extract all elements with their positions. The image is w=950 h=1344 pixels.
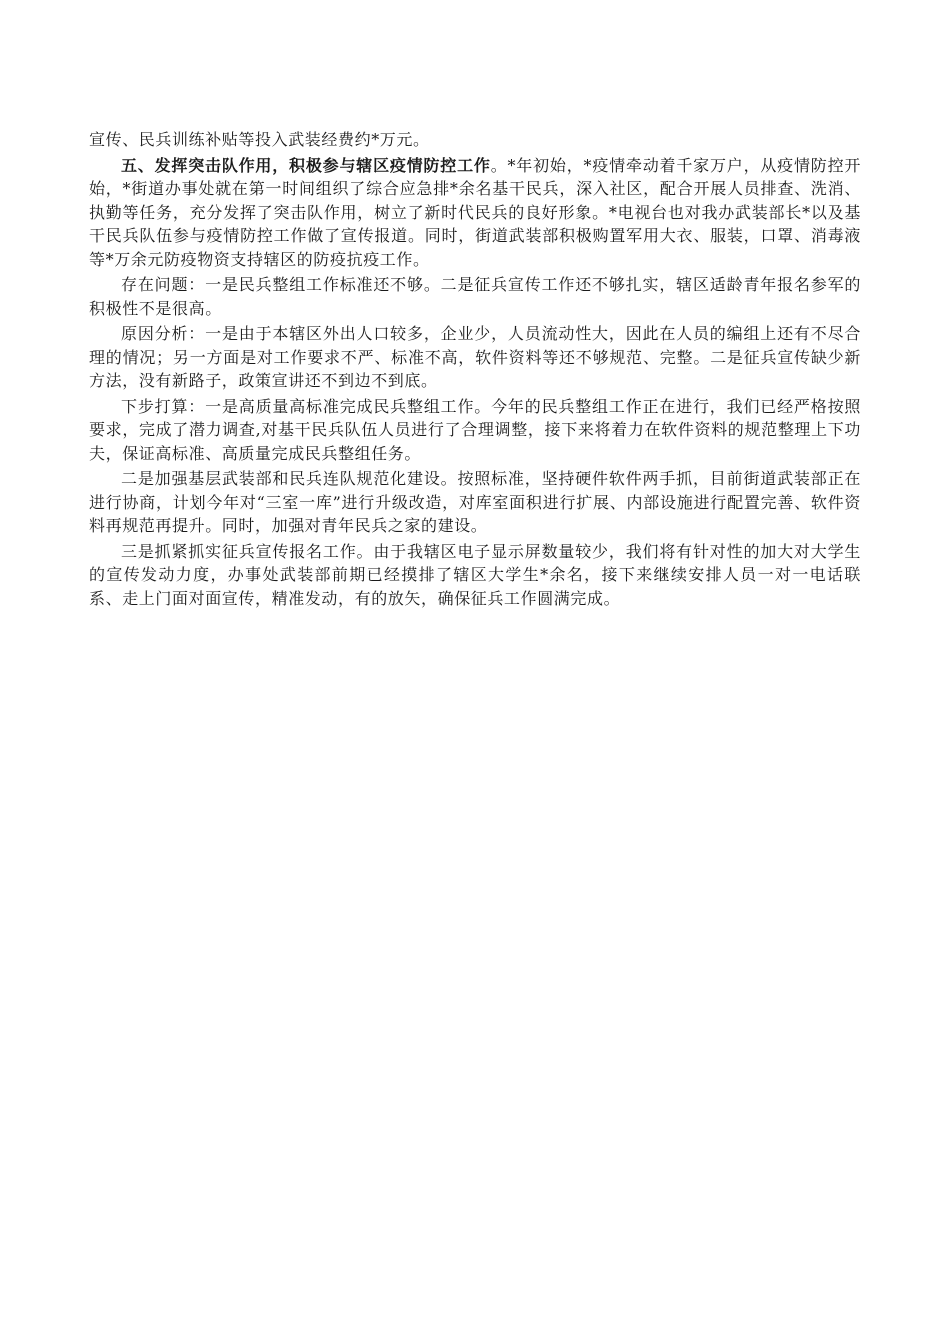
paragraph-causes: 原因分析：一是由于本辖区外出人口较多，企业少，人员流动性大，因此在人员的编组上还有不尽合理的情况；另一方面是对工作要求不严、标准不高，软件资料等还不够规范、完整。二是征兵宣传缺少新方法，没有新路子，政策宣讲还不到边不到底。 bbox=[89, 324, 861, 390]
section-body-text: 。*年初始，*疫情牵动着千家万户，从疫情防控开始，*街道办事处就在第一时间组织了综合应急排*余名基干民兵，深入社区，配合开展人员排查、洗消、执勤等任务，充分发挥了突击队作用，树立了新时代民兵的良好形象。*电视台也对我办武装部长*以及基干民兵队伍参与疫情防控工作做了宣传报道。同时，街道武装部积极购置军用大衣、服装，口罩、消毒液等*万余元防疫物资支持辖区的防疫抗疫工作。 bbox=[89, 155, 861, 269]
document-body bbox=[89, 128, 861, 612]
paragraph-plan-3: 三是抓紧抓实征兵宣传报名工作。由于我辖区电子显示屏数量较少，我们将有针对性的加大对大学生的宣传发动力度，办事处武装部前期已经摸排了辖区大学生*余名，接下来继续安排人员一对一电话联系、走上门面对面宣传，精准发动，有的放矢，确保征兵工作圆满完成。 bbox=[89, 541, 861, 608]
paragraph-section-5 bbox=[89, 154, 861, 272]
paragraph-continuation: 宣传、民兵训练补贴等投入武装经费约*万元。 bbox=[89, 130, 430, 149]
paragraph-plan-1: 下步打算：一是高质量高标准完成民兵整组工作。今年的民兵整组工作正在进行，我们已经严格按照要求，完成了潜力调查,对基干民兵队伍人员进行了合理调整，接下来将着力在软件资料的规范整理上下功夫，保证高标准、高质量完成民兵整组任务。 bbox=[89, 396, 861, 463]
paragraph-plan-2: 二是加强基层武装部和民兵连队规范化建设。按照标准，坚持硬件软件两手抓，目前街道武装部正在进行协商，计划今年对“三室一库”进行升级改造，对库室面积进行扩展、内部设施进行配置完善、软件资料再规范再提升。同时，加强对青年民兵之家的建设。 bbox=[89, 469, 861, 535]
paragraph-problems: 存在问题：一是民兵整组工作标准还不够。二是征兵宣传工作还不够扎实，辖区适龄青年报名参军的积极性不是很高。 bbox=[89, 275, 861, 318]
section-heading: 五、发挥突击队作用，积极参与辖区疫情防控工作 bbox=[121, 155, 491, 175]
